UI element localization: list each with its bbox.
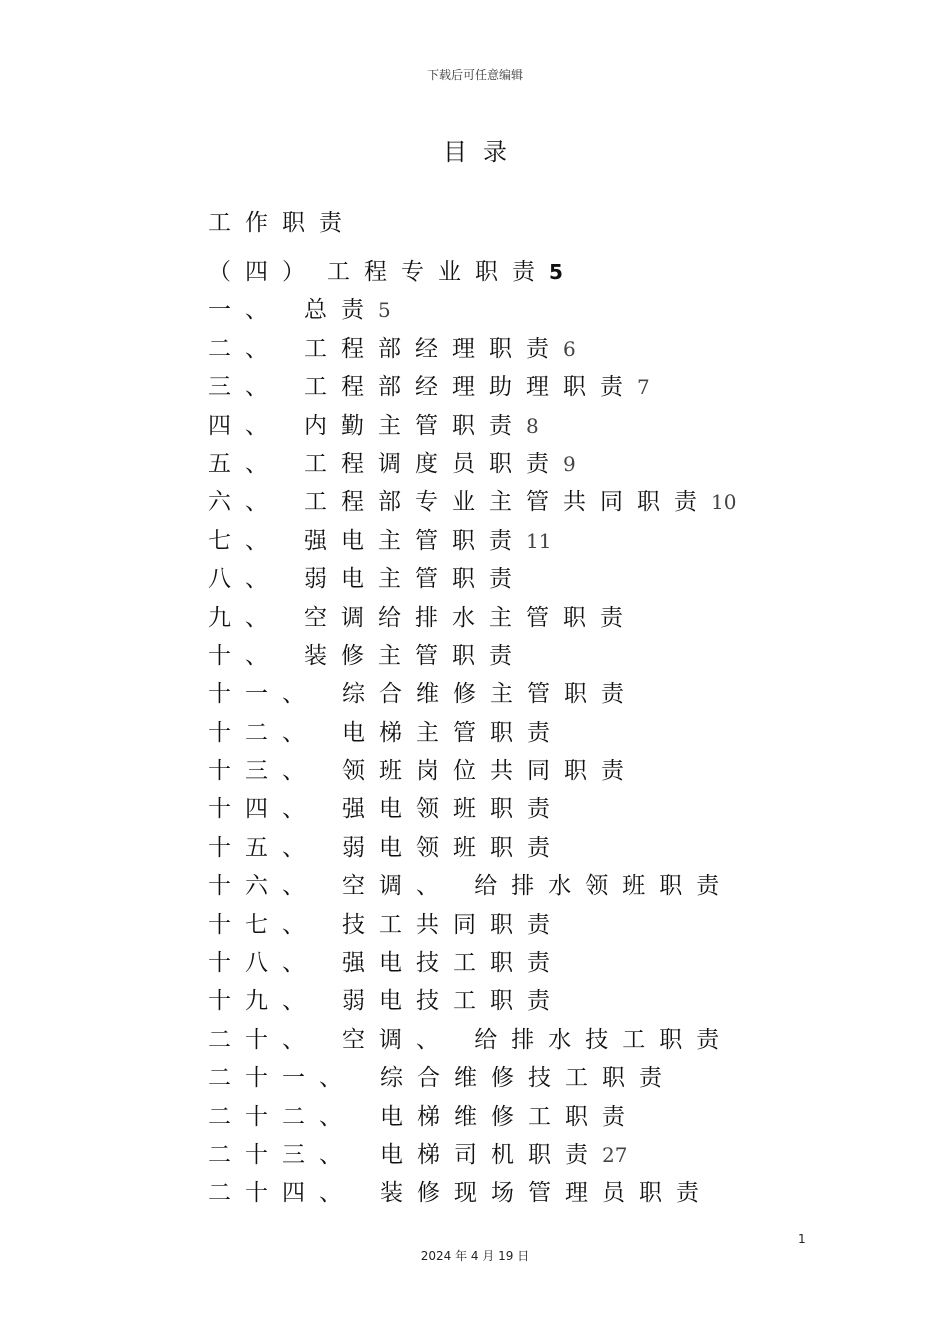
toc-entry[interactable] [208,714,828,752]
toc-entry[interactable] [208,330,828,368]
toc-entry-number: 四、 [208,412,282,439]
toc-entry[interactable] [208,1174,828,1212]
toc-entry-label: 工程专业职责 [327,259,549,285]
toc-entry-number: 十二、 [208,719,319,746]
toc-entry-page: 27 [602,1142,628,1167]
toc-entry-label: 电梯司机职责 [380,1141,602,1168]
toc-entry-label: 技工共同职责 [342,911,564,938]
toc-entry-number: 十五、 [208,834,319,861]
toc-entry-number: 二十二、 [208,1103,356,1130]
toc-entry-label: 电梯主管职责 [342,719,564,746]
toc-entry-number: 十六、 [208,873,319,900]
toc-entry-label: 综合维修主管职责 [342,681,638,708]
toc-entry-page: 7 [637,375,650,400]
toc-entry[interactable] [208,483,828,521]
toc-entry-page: 5 [378,298,391,323]
toc-entry-number: 十九、 [208,988,319,1015]
toc-entry[interactable] [208,1059,828,1097]
toc-entry[interactable] [208,982,828,1020]
section-heading: 工作职责 [208,210,356,236]
toc-entry[interactable] [208,906,828,944]
toc-entry-page: 11 [526,528,552,553]
toc-entry-number: （四） [208,259,319,285]
toc-entry[interactable] [208,368,828,406]
toc-entry-label: 强电技工职责 [342,950,564,977]
toc-entry-number: 二、 [208,335,282,362]
toc-entry-page: 9 [563,451,576,476]
toc-entry[interactable] [208,253,828,291]
page-header: 下载后可任意编辑 [426,68,523,82]
toc-entry[interactable] [208,752,828,790]
toc-entry-label: 工程部专业主管共同职责 [304,489,711,516]
toc-entry-label: 内勤主管职责 [304,412,526,439]
toc-entry-label: 工程调度员职责 [304,450,563,477]
toc-entry-label: 总责 [304,297,378,324]
toc-entry-label: 领班岗位共同职责 [342,758,638,785]
toc-entry-number: 十四、 [208,796,319,823]
toc-entry-number: 六、 [208,489,282,516]
toc-entry[interactable] [208,560,828,598]
toc-entry[interactable] [208,407,828,445]
toc-entry-page: 6 [563,336,576,361]
toc-entry-label: 装修主管职责 [304,642,526,669]
toc-entry-label: 弱电领班职责 [342,834,564,861]
toc-entry-number: 十一、 [208,681,319,708]
toc-entry[interactable] [208,675,828,713]
toc-entry-label: 工程部经理职责 [304,335,563,362]
toc-entry-number: 十八、 [208,950,319,977]
toc-entry-label: 强电领班职责 [342,796,564,823]
toc-entry[interactable] [208,944,828,982]
toc-entry-number: 二十一、 [208,1065,356,1092]
page-number: 1 [798,1232,806,1246]
toc-entry-number: 一、 [208,297,282,324]
toc-entry-number: 二十、 [208,1026,319,1053]
toc-entry-number: 七、 [208,527,282,554]
toc-entry-label: 电梯维修工职责 [380,1103,639,1130]
toc-entry-number: 五、 [208,450,282,477]
toc-entry[interactable] [208,291,828,329]
toc-entry-number: 九、 [208,604,282,631]
toc-entry-page: 8 [526,413,539,438]
toc-list [208,253,828,1213]
toc-entry-label: 弱电主管职责 [304,566,526,593]
toc-entry-label: 工程部经理助理职责 [304,374,637,401]
toc-entry-page: 5 [549,260,563,284]
toc-entry[interactable] [208,1098,828,1136]
toc-entry-number: 十三、 [208,758,319,785]
toc-entry[interactable] [208,599,828,637]
toc-entry-label: 空调、 给排水领班职责 [342,873,734,900]
toc-entry-label: 强电主管职责 [304,527,526,554]
toc-entry[interactable] [208,1021,828,1059]
toc-entry-number: 三、 [208,374,282,401]
toc-entry[interactable] [208,1136,828,1174]
toc-entry-label: 弱电技工职责 [342,988,564,1015]
toc-entry[interactable] [208,829,828,867]
toc-entry-label: 装修现场管理员职责 [380,1180,713,1207]
toc-title: 目录 [443,138,523,166]
toc-entry[interactable] [208,790,828,828]
toc-entry-label: 空调、 给排水技工职责 [342,1026,734,1053]
toc-entry-label: 综合维修技工职责 [380,1065,676,1092]
toc-entry-number: 十、 [208,642,282,669]
toc-entry-number: 二十四、 [208,1180,356,1207]
page-footer-date: 2024 年 4 月 19 日 [420,1249,530,1263]
toc-entry-number: 二十三、 [208,1141,356,1168]
toc-entry[interactable] [208,445,828,483]
toc-entry-page: 10 [711,490,737,515]
toc-entry-number: 十七、 [208,911,319,938]
toc-entry[interactable] [208,637,828,675]
toc-entry-label: 空调给排水主管职责 [304,604,637,631]
toc-entry[interactable] [208,522,828,560]
toc-entry[interactable] [208,867,828,905]
toc-entry-number: 八、 [208,566,282,593]
